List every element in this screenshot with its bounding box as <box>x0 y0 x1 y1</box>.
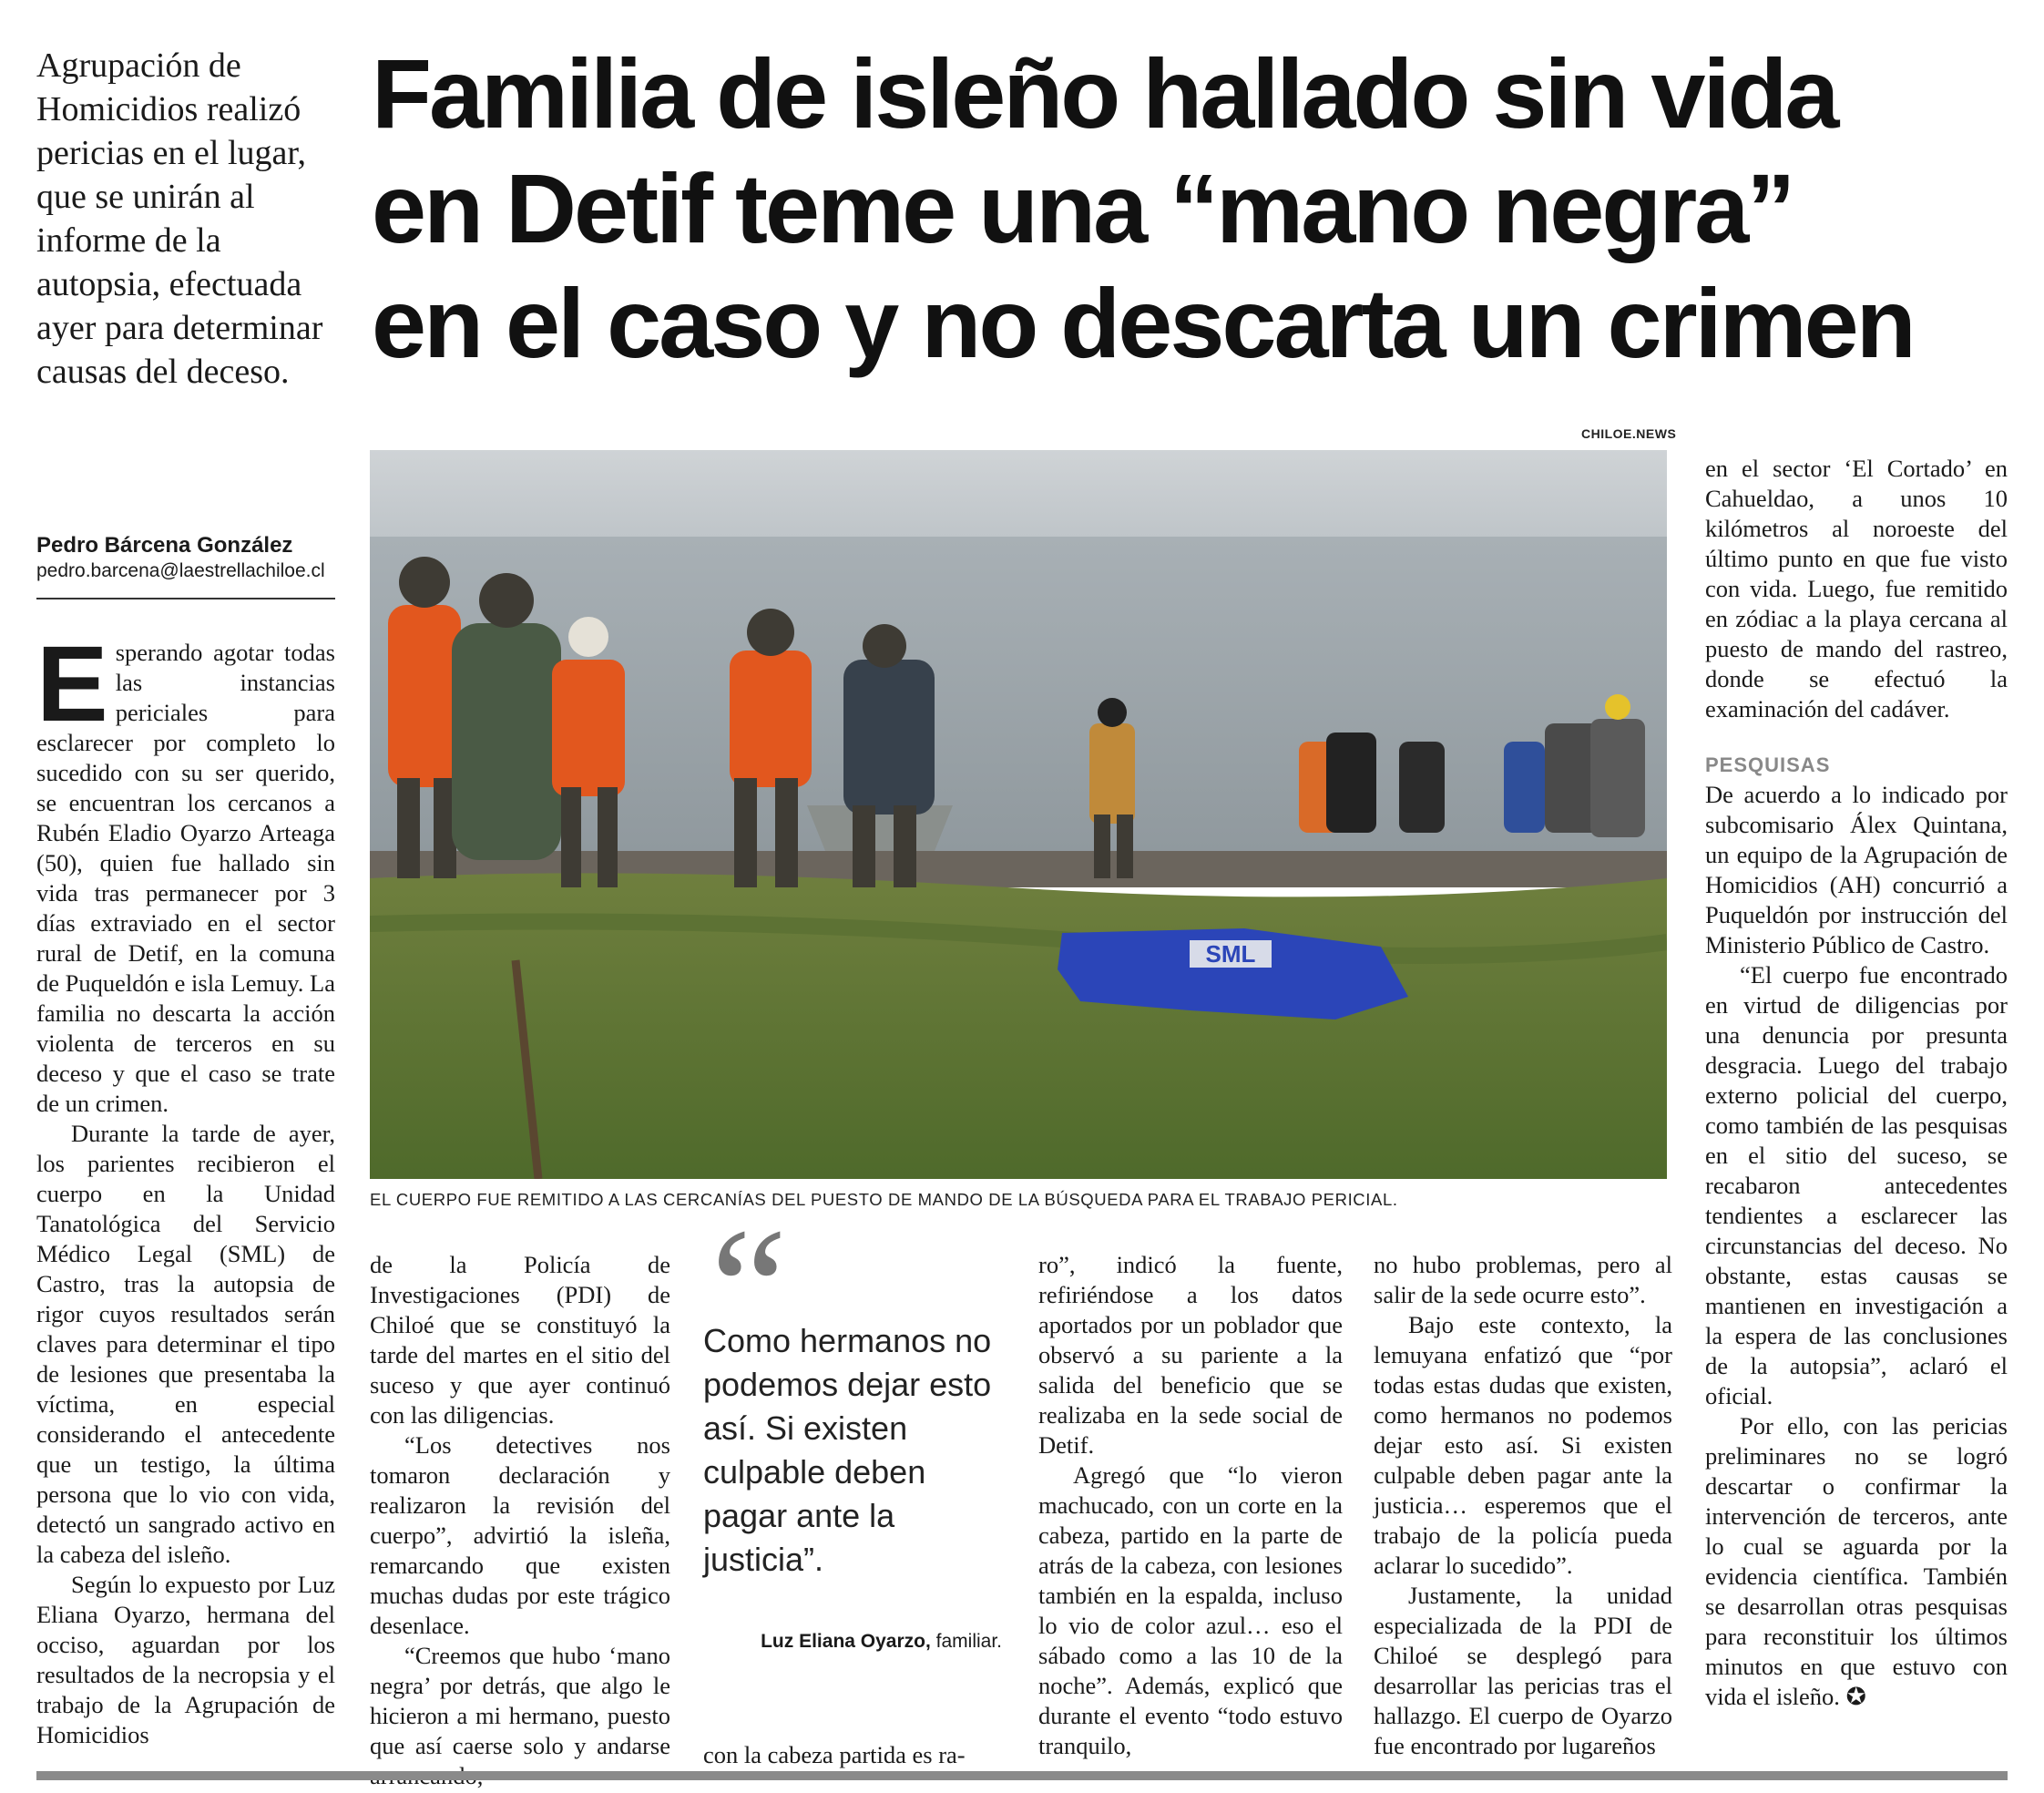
headline-line: Familia de isleño hallado sin vida <box>372 38 1837 149</box>
quote-mark-icon: “ <box>710 1194 788 1385</box>
paragraph: Agregó que “lo vieron machucado, con un corte en la cabeza, partido en la parte de atrás de la cabeza, con lesiones también en la espalda, incluso lo vio de color azul… eso el sábado como a las 10 de la noche”. Además, explicó que durante el evento “todo estuvo tranquilo, <box>1038 1461 1343 1759</box>
paragraph: ro”, indicó la fuente, refiriéndose a los datos aportados por un poblador que observó a su pariente a la salida del beneficio que se realizaba en la sede social de Detif. <box>1038 1251 1343 1459</box>
paragraph-text: Por ello, con las pericias preliminares no se logró descartar o confirmar la intervención de terceros, ante lo cual se aguarda por la evidencia científica. También se desarrollan otras pesquisas para reconstituir los últimos minutos en que estuvo con vida el isleño. <box>1705 1412 2008 1710</box>
paragraph: Bajo este contexto, la lemuyana enfatizó que “por todas estas dudas que existen, como hermanos no podemos dejar esto así. Si existen culpable deben pagar ante la justicia… esperemos que el trabajo de la policía pueda aclarar lo sucedido”. <box>1374 1311 1672 1579</box>
paragraph: Durante la tarde de ayer, los parientes recibieron el cuerpo en la Unidad Tanatológica del Servicio Médico Legal (SML) de Castro, tras la autopsia de rigor cuyos resultados serán claves para determinar el tipo de lesiones que presentaba la víctima, en especial considerando el antecedente que un testigo, la última persona que lo vio con vida, detectó un sangrado activo en la cabeza del isleño. <box>36 1120 335 1568</box>
paragraph: Justamente, la unidad especializada de la PDI de Chiloé se desplegó para desarrollar las pericias tras el hallazgo. El cuerpo de Oyarzo fue encontrado por lugareños <box>1374 1582 1672 1759</box>
section-subhead: PESQUISAS <box>1705 753 1831 776</box>
photo-caption: EL CUERPO FUE REMITIDO A LAS CERCANÍAS DEL PUESTO DE MANDO DE LA BÚSQUEDA PARA EL TRABAJO PERICIAL. <box>370 1190 1398 1209</box>
headline-line: en el caso y no descarta un crimen <box>372 268 1914 378</box>
paragraph: no hubo problemas, pero al salir de la sede ocurre esto”. <box>1374 1251 1672 1308</box>
column-3-lead: con la cabeza partida es ra- <box>703 1741 966 1768</box>
byline-author: Pedro Bárcena González <box>36 533 293 558</box>
photo-credit: CHILOE.NEWS <box>1581 426 1677 441</box>
bottom-rule <box>36 1771 2008 1780</box>
paragraph: Según lo expuesto por Luz Eliana Oyarzo, hermana del occiso, aguardan por los resultados de la necropsia y el trabajo de la Agrupación de Homicidios <box>36 1571 335 1748</box>
byline-email: pedro.barcena@laestrellachiloe.cl <box>36 560 325 581</box>
drop-cap: E <box>36 624 108 744</box>
paragraph: “El cuerpo fue encontrado en virtud de diligencias por una denuncia por presunta desgracia. Luego del trabajo externo policial del cuerpo, como también de las pesquisas en el sitio del suceso, se recabaron antecedentes tendientes a esclarecer las circunstancias del deceso. No obstante, estas causas se mantienen en investigación a la espera de las conclusiones de la autopsia”, aclaró el oficial. <box>1705 961 2008 1409</box>
article-column-2 <box>370 1250 670 1791</box>
headline <box>372 36 2011 381</box>
quote-attribution <box>729 1631 1002 1653</box>
deck-summary: Agrupación de Homicidios realizó pericias en el lugar, que se unirán al informe de la autopsia, efectuada ayer para determinar causas del deceso. <box>36 46 323 391</box>
paragraph: sperando agotar todas las instancias periciales para esclarecer por completo lo sucedido con su ser querido, se encuentran los cercanos a Rubén Eladio Oyarzo Arteaga (50), quien fue hallado sin vida tras permanecer por 3 días extraviado en el sector rural de Detif, en la comuna de Puqueldón e isla Lemuy. La familia no descarta la acción violenta de terceros en su deceso y que el caso se trate de un crimen. <box>36 639 335 1117</box>
paragraph: “Los detectives nos tomaron declaración y realizaron la revisión del cuerpo”, advirtió la isleña, remarcando que existen muchas dudas por este trágico desenlace. <box>370 1431 670 1639</box>
article-column-4 <box>1374 1250 1672 1761</box>
article-column-5 <box>1705 454 2008 1712</box>
quote-author: Luz Eliana Oyarzo, <box>761 1631 931 1652</box>
paragraph: de la Policía de Investigaciones (PDI) de Chiloé que se constituyó la tarde del martes en el sitio del suceso y que ayer continuó con las diligencias. <box>370 1251 670 1429</box>
paragraph: en el sector ‘El Cortado’ en Cahueldao, a unos 10 kilómetros al noroeste del último punto en que fue visto con vida. Luego, fue remitido en zódiac a la playa cercana al puesto de mando del rastreo, donde se efectuó la examinación del cadáver. <box>1705 455 2008 722</box>
article-column-1 <box>36 624 335 1750</box>
bag-label: SML <box>1205 940 1256 968</box>
headline-line: en Detif teme una “mano negra” <box>372 153 1794 263</box>
end-mark-icon: ✪ <box>1845 1683 1866 1710</box>
pull-quote: Como hermanos no podemos dejar esto así. Si existen culpable deben pagar ante la justicia”. <box>703 1322 992 1578</box>
paragraph: De acuerdo a lo indicado por subcomisario Álex Quintana, un equipo de la Agrupación de Homicidios (AH) concurrió a Puqueldón por instrucción del Ministerio Público de Castro. <box>1705 781 2008 958</box>
beach-scene-image <box>370 450 1667 1179</box>
quote-author-role: familiar. <box>930 1631 1002 1652</box>
paragraph: “Creemos que hubo ‘mano negra’ por detrás, que algo le hicieron a mi hermano, puesto que así caerse solo y andarse <box>370 1642 670 1759</box>
article-column-3 <box>1038 1250 1343 1761</box>
byline-divider <box>36 598 335 599</box>
paragraph <box>1705 1411 2008 1712</box>
news-photo <box>370 450 1667 1179</box>
